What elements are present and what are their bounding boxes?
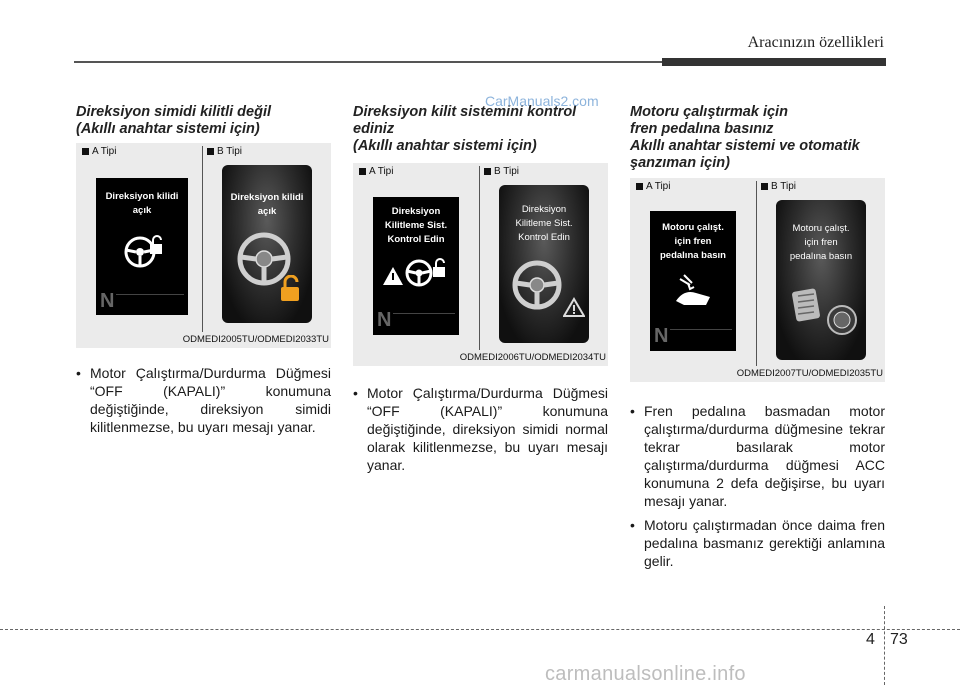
odometer-line (393, 313, 455, 314)
display-screen-a (650, 211, 736, 351)
screen-text: pedalına basın (789, 251, 853, 262)
screen-text: Direksiyon kilidi (230, 192, 304, 203)
list-item (630, 402, 885, 510)
display-screen-a (96, 178, 188, 315)
section-1-title (76, 104, 336, 138)
section-2-bullets (353, 384, 608, 474)
screen-text: Kilitleme Sist. (515, 218, 573, 229)
square-bullet-icon (207, 148, 214, 155)
square-bullet-icon (82, 148, 89, 155)
odometer-line (670, 329, 732, 330)
header-rule (74, 61, 662, 63)
figure-1-panel (76, 143, 331, 348)
steering-wheel-icon (122, 232, 166, 272)
screen-text: Kontrol Edin (387, 234, 445, 245)
footer-rule (0, 629, 960, 630)
display-screen-b (499, 185, 589, 343)
figure-1-tipB (207, 146, 242, 157)
list-item (630, 516, 885, 570)
footer-divider (884, 606, 885, 685)
screen-text: Motoru çalışt. (662, 222, 724, 233)
start-button-icon (826, 304, 858, 336)
figure-divider (202, 146, 203, 332)
figure-3-tipB (761, 181, 796, 192)
header-rule-accent (662, 58, 886, 66)
figure-1-tipA (82, 146, 116, 157)
section-1-title-line: Direksiyon simidi kilitli değil (76, 104, 271, 120)
padlock-open-icon (278, 275, 304, 303)
steering-wheel-icon (507, 255, 569, 317)
page-header-title: Aracınızın özellikleri (747, 34, 884, 51)
section-1-bullets (76, 364, 331, 436)
display-screen-b (222, 165, 312, 323)
bullet-dot: • (630, 517, 635, 533)
section-1-title-line: (Akıllı anahtar sistemi için) (76, 121, 260, 137)
section-3-title-line: Motoru çalıştırmak için (630, 104, 788, 120)
screen-text: açık (132, 205, 152, 216)
tip-label: A Tipi (646, 181, 671, 192)
screen-text: Motoru çalışt. (792, 223, 850, 234)
section-2-title (353, 104, 613, 155)
tip-label: B Tipi (494, 166, 520, 177)
square-bullet-icon (761, 183, 768, 190)
tip-label: B Tipi (771, 181, 797, 192)
screen-text: için fren (674, 236, 712, 247)
bullet-text: Motor Çalıştırma/Durdurma Düğmesi “OFF (KAPALI)” konumuna değiştiğinde, direksiyon simidi normal olarak kilitlenmezse, bu uyarı mesajı yanar. (367, 385, 608, 473)
tip-label: B Tipi (217, 146, 243, 157)
bullet-text: Motoru çalıştırmadan önce daima fren pedalına basmanız gerektiği anlamına gelir. (644, 517, 885, 569)
warning-triangle-icon (563, 297, 585, 317)
display-screen-b (776, 200, 866, 360)
screen-text: Direksiyon (391, 206, 441, 217)
section-3-title-line: şanzıman için) (630, 155, 730, 171)
watermark-bottom: carmanualsonline.info (545, 663, 746, 685)
figure-3-code: ODMEDI2007TU/ODMEDI2035TU (736, 368, 883, 379)
section-3-title-line: Akıllı anahtar sistemi ve otomatik (630, 138, 860, 154)
steering-wheel-icon (379, 255, 453, 291)
brake-pedal-icon (670, 271, 716, 311)
screen-text: Kilitleme Sist. (384, 220, 448, 231)
figure-3-panel (630, 178, 885, 382)
screen-text: Direksiyon kilidi (105, 191, 179, 202)
tip-label: A Tipi (92, 146, 117, 157)
gear-indicator: N (100, 290, 115, 312)
display-screen-a (373, 197, 459, 335)
figure-2-tipA (359, 166, 393, 177)
screen-text: Direksiyon (521, 204, 567, 215)
bullet-text: Motor Çalıştırma/Durdurma Düğmesi “OFF (KAPALI)” konumuna değiştiğinde, direksiyon simidi kilitlenmezse, bu uyarı mesajı yanar. (90, 365, 331, 435)
square-bullet-icon (359, 168, 366, 175)
section-2-title-line: (Akıllı anahtar sistemi için) (353, 138, 537, 154)
gear-indicator: N (377, 309, 392, 331)
screen-text: için fren (804, 237, 838, 248)
section-3-title (630, 104, 890, 172)
chapter-number: 4 (866, 631, 875, 648)
section-3-bullets (630, 402, 885, 570)
figure-2-tipB (484, 166, 519, 177)
section-3-title-line: fren pedalına basınız (630, 121, 774, 137)
bullet-text: Fren pedalına basmadan motor çalıştırma/durdurma düğmesine tekrar tekrar basılarak motor çalıştırma/durdurma düğmesi ACC konumuna 2 defa değişirse, bu uyarı mesajı yanar. (644, 403, 885, 509)
bullet-dot: • (76, 365, 81, 381)
figure-divider (756, 181, 757, 366)
gear-indicator: N (654, 325, 669, 347)
figure-2-panel (353, 163, 608, 366)
tip-label: A Tipi (369, 166, 394, 177)
watermark-top: CarManuals2.com (485, 93, 599, 109)
section-2-title-line: ediniz (353, 121, 395, 137)
screen-text: açık (257, 206, 277, 217)
section-2-title-line: Direksiyon kilit sistemini kontrol (353, 104, 577, 120)
figure-1-code: ODMEDI2005TU/ODMEDI2033TU (182, 334, 329, 345)
square-bullet-icon (484, 168, 491, 175)
page-number: 73 (890, 631, 908, 648)
figure-divider (479, 166, 480, 350)
screen-text: Kontrol Edin (518, 232, 570, 243)
screen-text: pedalına basın (660, 250, 726, 261)
figure-3-tipA (636, 181, 670, 192)
figure-2-code: ODMEDI2006TU/ODMEDI2034TU (459, 352, 606, 363)
bullet-dot: • (353, 385, 358, 401)
bullet-dot: • (630, 403, 635, 419)
square-bullet-icon (636, 183, 643, 190)
odometer-line (116, 294, 184, 295)
